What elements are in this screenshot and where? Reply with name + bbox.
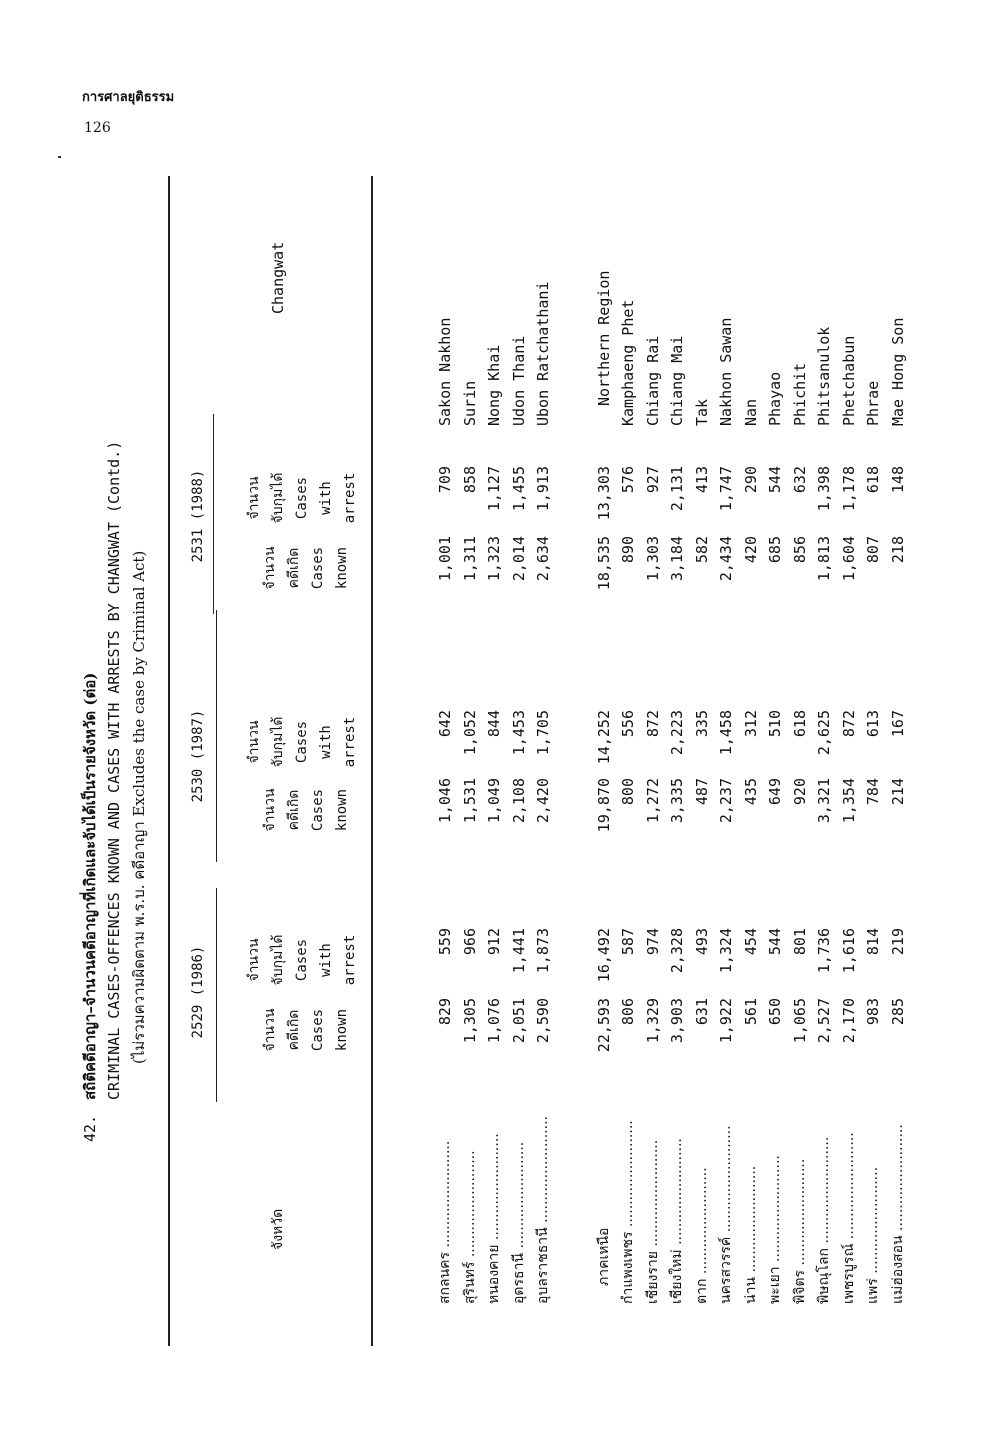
row-province-english: Nan <box>741 398 760 426</box>
cell-cases-with-arrest: 912 <box>485 928 503 956</box>
year-rule-1987 <box>216 610 217 862</box>
cell-cases-with-arrest: 974 <box>643 928 662 956</box>
cell-cases-known: 2,590 <box>534 998 552 1044</box>
cell-cases-with-arrest: 544 <box>766 928 784 956</box>
cell-cases-with-arrest: 1,913 <box>534 466 552 512</box>
table-subtitle: (ไม่รวมความผิดตาม พ.ร.บ. คดีอาญา Excludes the case by Criminal Act) <box>130 550 148 1064</box>
cell-cases-known: 435 <box>741 778 760 806</box>
cell-cases-known: 22,593 <box>594 998 613 1053</box>
running-header: การศาลยุติธรรม <box>82 90 175 105</box>
cell-cases-with-arrest: 587 <box>619 928 637 956</box>
cell-cases-known: 561 <box>741 998 760 1026</box>
cell-cases-known: 2,014 <box>509 536 528 582</box>
cell-cases-with-arrest: 1,178 <box>839 466 858 512</box>
cell-cases-with-arrest: 290 <box>741 466 760 494</box>
cell-cases-known: 1,323 <box>485 536 503 582</box>
row-province-thai: ตาก ........................ <box>693 1167 710 1304</box>
row-province-english: Chiang Mai <box>668 335 686 426</box>
cell-cases-known: 2,634 <box>534 536 552 582</box>
cell-cases-known: 582 <box>692 536 711 564</box>
header-cases-with-arrest: จำนวน <box>246 938 262 982</box>
header-cases-with-arrest: with <box>318 943 334 977</box>
row-province-thai: น่าน ........................ <box>742 1165 759 1304</box>
cell-cases-known: 18,535 <box>594 536 613 591</box>
cell-cases-with-arrest: 2,131 <box>668 466 686 512</box>
header-year-1986: 2529 (1986) <box>190 945 206 1039</box>
header-cases-known: จำนวน <box>262 1008 278 1052</box>
row-province-thai: อุบลราชธานี ........................ <box>535 1116 551 1304</box>
cell-cases-with-arrest: 1,873 <box>534 928 552 974</box>
top-rule <box>168 176 170 1346</box>
cell-cases-known: 856 <box>790 536 809 564</box>
cell-cases-with-arrest: 927 <box>643 466 662 494</box>
cell-cases-known: 1,531 <box>460 778 479 824</box>
cell-cases-with-arrest: 312 <box>741 710 760 738</box>
cell-cases-known: 1,354 <box>839 778 858 824</box>
cell-cases-known: 3,903 <box>668 998 686 1044</box>
header-cases-known: จำนวน <box>262 788 278 832</box>
cell-cases-known: 1,001 <box>436 536 454 582</box>
cell-cases-with-arrest: 632 <box>790 466 809 494</box>
cell-cases-known: 920 <box>790 778 809 806</box>
cell-cases-with-arrest: 613 <box>864 710 882 738</box>
table-title-thai: สถิติคดีอาญา–จำนวนคดีอาญาที่เกิดและจับได้เป็นรายจังหวัด (ต่อ) <box>81 672 99 1100</box>
header-cases-known: Cases <box>310 546 326 590</box>
table-number: 42. <box>81 1114 99 1142</box>
row-province-english: Surin <box>460 380 479 426</box>
row-province-english: Ubon Ratchathani <box>534 281 552 426</box>
cell-cases-known: 650 <box>766 998 784 1026</box>
cell-cases-with-arrest: 2,223 <box>668 710 686 756</box>
cell-cases-with-arrest: 1,324 <box>717 928 735 974</box>
header-cases-known: จำนวน <box>262 546 278 590</box>
row-province-thai: หนองคาย ........................ <box>486 1133 502 1304</box>
cell-cases-with-arrest: 510 <box>766 710 784 738</box>
cell-cases-known: 2,108 <box>509 778 528 824</box>
row-province-thai: เชียงราย ........................ <box>644 1139 661 1304</box>
row-province-thai: อุดรธานี ........................ <box>510 1141 527 1304</box>
cell-cases-with-arrest: 1,453 <box>509 710 528 756</box>
cell-cases-with-arrest: 1,398 <box>815 466 833 512</box>
header-cases-with-arrest: with <box>318 725 334 759</box>
cell-cases-with-arrest: 1,127 <box>485 466 503 512</box>
year-rule-1988 <box>213 414 214 614</box>
cell-cases-with-arrest: 1,616 <box>839 928 858 974</box>
header-cases-with-arrest: arrest <box>342 934 358 986</box>
cell-cases-known: 2,051 <box>509 998 528 1044</box>
row-province-thai: กำแพงเพชร ........................ <box>620 1120 636 1304</box>
row-province-english: Nakhon Sawan <box>717 317 735 426</box>
cell-cases-with-arrest: 454 <box>741 928 760 956</box>
header-cases-with-arrest: จำนวน <box>246 476 262 520</box>
row-province-thai: เชียงใหม่ ........................ <box>669 1138 685 1304</box>
cell-cases-known: 285 <box>888 998 907 1026</box>
cell-cases-with-arrest: 167 <box>888 710 907 738</box>
header-cases-with-arrest: จำนวน <box>246 720 262 764</box>
cell-cases-with-arrest: 801 <box>790 928 809 956</box>
header-cases-known: known <box>334 788 350 832</box>
cell-cases-known: 983 <box>864 998 882 1026</box>
cell-cases-known: 420 <box>741 536 760 564</box>
cell-cases-with-arrest: 335 <box>692 710 711 738</box>
cell-cases-with-arrest: 1,441 <box>509 928 528 974</box>
cell-cases-known: 1,046 <box>436 778 454 824</box>
header-year-1987: 2530 (1987) <box>190 709 206 803</box>
row-province-english: Udon Thani <box>509 335 528 426</box>
row-province-english: Phitsanulok <box>815 326 833 426</box>
row-province-english: Phetchabun <box>839 335 858 426</box>
cell-cases-known: 1,076 <box>485 998 503 1044</box>
cell-cases-known: 1,311 <box>460 536 479 582</box>
cell-cases-known: 2,527 <box>815 998 833 1044</box>
header-cases-with-arrest: Cases <box>294 938 310 982</box>
cell-cases-with-arrest: 1,455 <box>509 466 528 512</box>
header-cases-known: Cases <box>310 788 326 832</box>
cell-cases-known: 2,420 <box>534 778 552 824</box>
row-province-english: Chiang Rai <box>643 335 662 426</box>
cell-cases-known: 3,184 <box>668 536 686 582</box>
cell-cases-with-arrest: 16,492 <box>594 928 613 983</box>
year-rule-1986 <box>216 888 217 1102</box>
cell-cases-known: 1,049 <box>485 778 503 824</box>
row-province-english: Northern Region <box>594 270 613 406</box>
cell-cases-known: 2,170 <box>839 998 858 1044</box>
cell-cases-with-arrest: 872 <box>839 710 858 738</box>
page-number: 126 <box>84 120 111 136</box>
cell-cases-with-arrest: 642 <box>436 710 454 738</box>
cell-cases-with-arrest: 844 <box>485 710 503 738</box>
cell-cases-known: 631 <box>692 998 711 1026</box>
row-province-thai: สุรินทร์ ........................ <box>461 1150 478 1304</box>
cell-cases-with-arrest: 1,705 <box>534 710 552 756</box>
cell-cases-known: 218 <box>888 536 907 564</box>
cell-cases-with-arrest: 709 <box>436 466 454 494</box>
cell-cases-with-arrest: 559 <box>436 928 454 956</box>
cell-cases-with-arrest: 219 <box>888 928 907 956</box>
header-cases-with-arrest: จับกุมได้ <box>270 472 286 524</box>
row-province-thai: พะเยา ........................ <box>767 1155 783 1304</box>
cell-cases-known: 19,870 <box>594 778 613 833</box>
cell-cases-with-arrest: 493 <box>692 928 711 956</box>
cell-cases-known: 1,303 <box>643 536 662 582</box>
cell-cases-with-arrest: 13,303 <box>594 466 613 521</box>
cell-cases-known: 784 <box>864 778 882 806</box>
header-cases-with-arrest: arrest <box>342 716 358 768</box>
row-province-thai: เพชรบูรณ์ ........................ <box>840 1132 857 1304</box>
cell-cases-known: 1,813 <box>815 536 833 582</box>
cell-cases-with-arrest: 544 <box>766 466 784 494</box>
cell-cases-known: 3,335 <box>668 778 686 824</box>
header-rule <box>371 176 373 1346</box>
cell-cases-known: 2,434 <box>717 536 735 582</box>
row-province-english: Phayao <box>766 371 784 426</box>
cell-cases-known: 1,305 <box>460 998 479 1044</box>
cell-cases-with-arrest: 148 <box>888 466 907 494</box>
header-province-thai: จังหวัด <box>270 1208 286 1250</box>
header-cases-known: known <box>334 1008 350 1052</box>
row-province-english: Kamphaeng Phet <box>619 299 637 426</box>
table-title-english: CRIMINAL CASES-OFFENCES KNOWN AND CASES WITH ARRESTS BY CHANGWAT (Contd.) <box>105 440 123 1100</box>
header-cases-known: Cases <box>310 1008 326 1052</box>
row-province-english: Mae Hong Son <box>888 317 907 426</box>
row-province-thai: นครสวรรค์ ........................ <box>718 1125 734 1304</box>
row-province-english: Nong Khai <box>485 344 503 426</box>
cell-cases-with-arrest: 14,252 <box>594 710 613 765</box>
cell-cases-with-arrest: 1,458 <box>717 710 735 756</box>
cell-cases-with-arrest: 2,625 <box>815 710 833 756</box>
header-cases-with-arrest: Cases <box>294 476 310 520</box>
header-cases-with-arrest: จับกุมได้ <box>270 716 286 768</box>
cell-cases-with-arrest: 1,736 <box>815 928 833 974</box>
cell-cases-known: 800 <box>619 778 637 806</box>
header-cases-with-arrest: Cases <box>294 720 310 764</box>
cell-cases-with-arrest: 872 <box>643 710 662 738</box>
cell-cases-with-arrest: 1,747 <box>717 466 735 512</box>
header-cases-known: คดีเกิด <box>286 789 302 831</box>
row-province-thai: แม่ฮ่องสอน ........................ <box>889 1124 906 1304</box>
cell-cases-with-arrest: 618 <box>790 710 809 738</box>
cell-cases-with-arrest: 1,052 <box>460 710 479 756</box>
cell-cases-known: 487 <box>692 778 711 806</box>
cell-cases-known: 1,922 <box>717 998 735 1044</box>
header-cases-with-arrest: arrest <box>342 472 358 524</box>
cell-cases-known: 1,272 <box>643 778 662 824</box>
header-cases-with-arrest: with <box>318 481 334 515</box>
cell-cases-with-arrest: 858 <box>460 466 479 494</box>
cell-cases-known: 1,329 <box>643 998 662 1044</box>
header-cases-known: คดีเกิด <box>286 547 302 589</box>
header-cases-known: known <box>334 546 350 590</box>
cell-cases-known: 685 <box>766 536 784 564</box>
cell-cases-with-arrest: 413 <box>692 466 711 494</box>
cell-cases-known: 829 <box>436 998 454 1026</box>
cell-cases-known: 214 <box>888 778 907 806</box>
cell-cases-known: 2,237 <box>717 778 735 824</box>
cell-cases-known: 649 <box>766 778 784 806</box>
cell-cases-with-arrest: 814 <box>864 928 882 956</box>
cell-cases-known: 1,604 <box>839 536 858 582</box>
cell-cases-with-arrest: 2,328 <box>668 928 686 974</box>
row-province-thai: ภาคเหนือ <box>595 1227 612 1286</box>
row-province-thai: พิจิตร ........................ <box>791 1158 808 1304</box>
cell-cases-known: 807 <box>864 536 882 564</box>
row-province-english: Phrae <box>864 380 882 426</box>
row-province-thai: พิษณุโลก ........................ <box>816 1136 832 1304</box>
row-province-english: Sakon Nakhon <box>436 317 454 426</box>
cell-cases-with-arrest: 576 <box>619 466 637 494</box>
header-year-1988: 2531 (1988) <box>190 469 206 563</box>
header-cases-with-arrest: จับกุมได้ <box>270 934 286 986</box>
row-province-thai: แพร่ ........................ <box>865 1166 881 1304</box>
cell-cases-with-arrest: 556 <box>619 710 637 738</box>
cell-cases-known: 890 <box>619 536 637 564</box>
cell-cases-with-arrest: 966 <box>460 928 479 956</box>
cell-cases-with-arrest: 618 <box>864 466 882 494</box>
row-province-english: Phichit <box>790 362 809 426</box>
cell-cases-known: 3,321 <box>815 778 833 824</box>
row-province-english: Tak <box>692 398 711 426</box>
header-cases-known: คดีเกิด <box>286 1009 302 1051</box>
header-province-english: Changwat <box>269 241 287 314</box>
cell-cases-known: 1,065 <box>790 998 809 1044</box>
cell-cases-known: 806 <box>619 998 637 1026</box>
row-province-thai: สกลนคร ........................ <box>437 1140 453 1304</box>
